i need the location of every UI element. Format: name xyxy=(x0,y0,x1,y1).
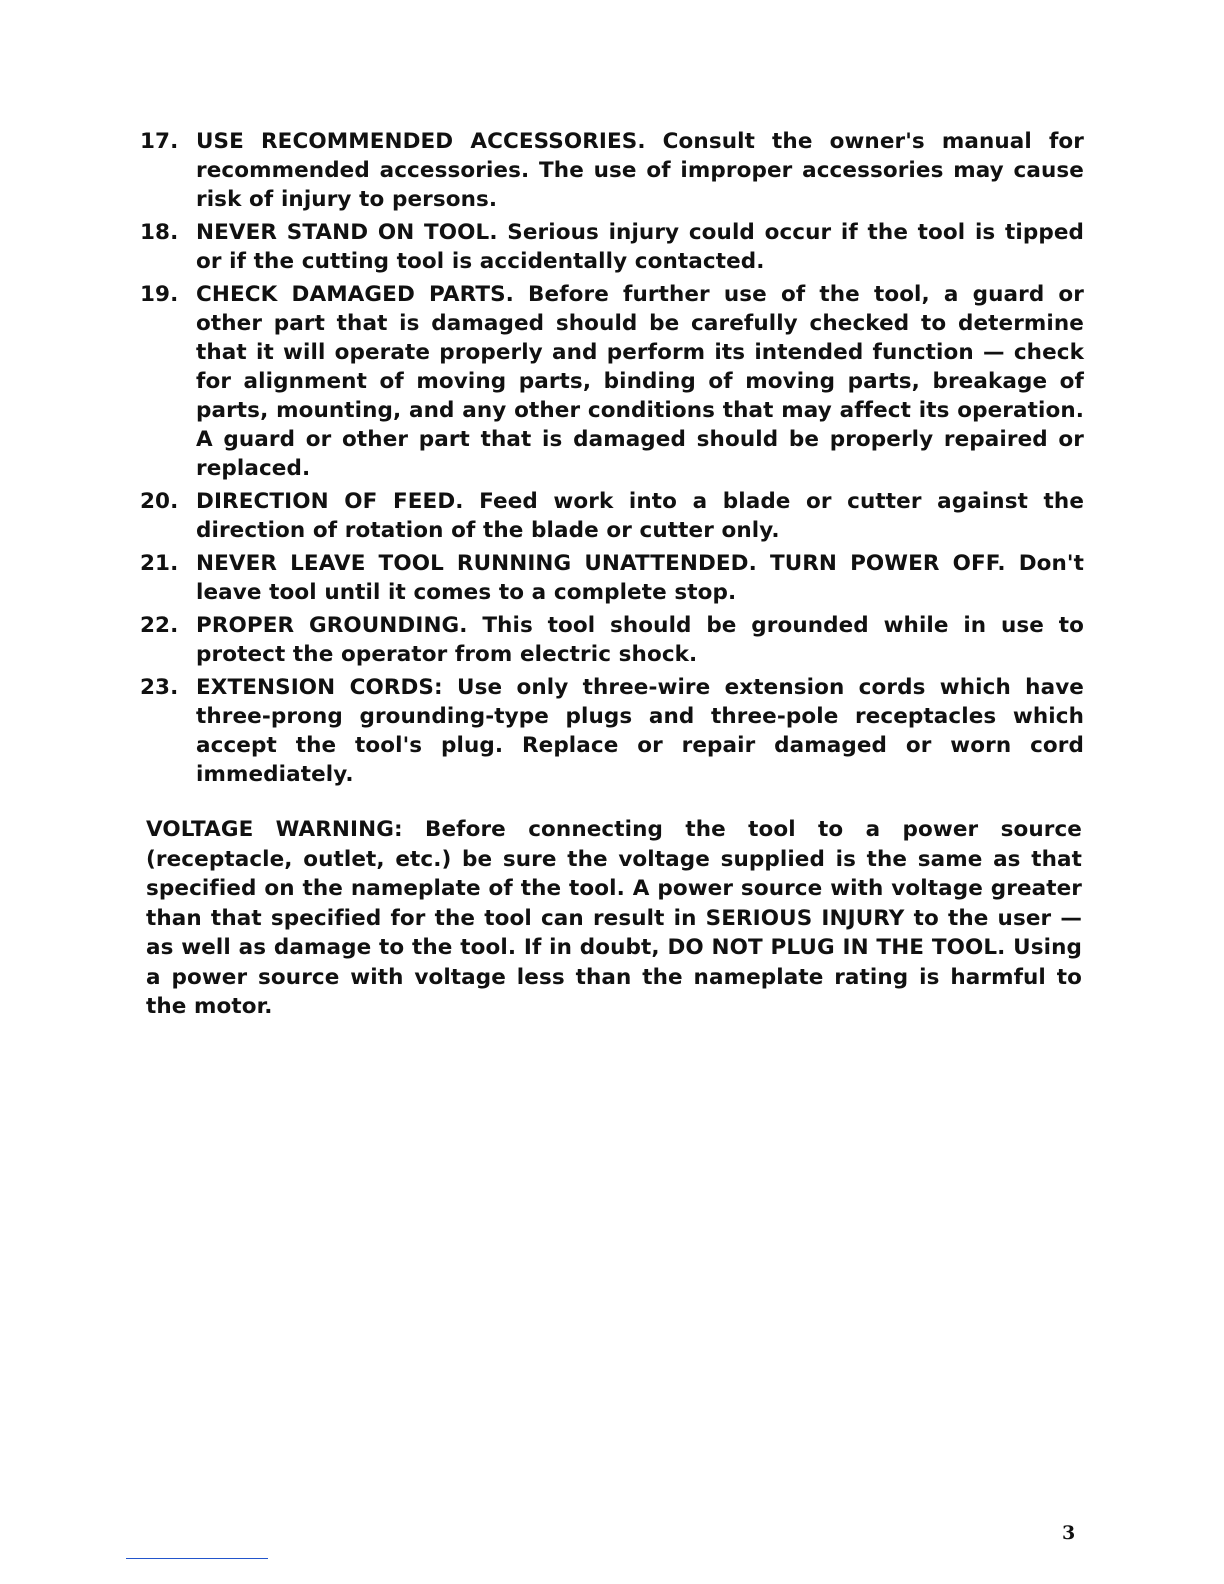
safety-item-23 xyxy=(140,673,1084,789)
item-text: NEVER LEAVE TOOL RUNNING UNATTENDED. TURN POWER OFF. Don't leave tool until it comes to a complete stop. xyxy=(196,551,1084,605)
item-text: CHECK DAMAGED PARTS. Before further use of the tool, a guard or other part that is damaged should be carefully checked to determine that it will operate properly and perform its intended function — check for alignment of moving parts, binding of moving parts, breakage of parts, mounting, and any other conditions that may affect its operation. A guard or other part that is damaged should be properly repaired or replaced. xyxy=(196,282,1084,481)
item-number: 20. xyxy=(140,489,179,514)
item-number: 18. xyxy=(140,220,179,245)
item-text: PROPER GROUNDING. This tool should be grounded while in use to protect the operator from electric shock. xyxy=(196,613,1084,667)
voltage-warning-paragraph: VOLTAGE WARNING: Before connecting the tool to a power source (receptacle, outlet, etc.) be sure the voltage supplied is the same as that specified on the nameplate of the tool. A power source with voltage greater than that specified for the tool can result in SERIOUS INJURY to the user — as well as damage to the tool. If in doubt, DO NOT PLUG IN THE TOOL. Using a power source with voltage less than the nameplate rating is harmful to the motor. xyxy=(146,817,1082,1019)
item-text: USE RECOMMENDED ACCESSORIES. Consult the owner's manual for recommended accessories. The use of improper accessories may cause risk of injury to persons. xyxy=(196,129,1084,212)
item-number: 17. xyxy=(140,129,179,154)
safety-item-20 xyxy=(140,487,1084,545)
footer-divider xyxy=(126,1558,268,1559)
item-text: DIRECTION OF FEED. Feed work into a blade or cutter against the direction of rotation of the blade or cutter only. xyxy=(196,489,1084,543)
item-number: 22. xyxy=(140,613,179,638)
safety-item-22 xyxy=(140,611,1084,669)
safety-item-17 xyxy=(140,127,1084,214)
item-number: 21. xyxy=(140,551,179,576)
safety-item-18 xyxy=(140,218,1084,276)
page-number: 3 xyxy=(1062,1522,1076,1544)
item-number: 19. xyxy=(140,282,179,307)
safety-rules-list xyxy=(140,127,1084,793)
item-number: 23. xyxy=(140,675,179,700)
safety-item-19 xyxy=(140,280,1084,483)
item-text: EXTENSION CORDS: Use only three-wire extension cords which have three-prong grounding-type plugs and three-pole receptacles which accept the tool's plug. Replace or repair damaged or worn cord immediately. xyxy=(196,675,1084,787)
safety-item-21 xyxy=(140,549,1084,607)
item-text: NEVER STAND ON TOOL. Serious injury could occur if the tool is tipped or if the cutting tool is accidentally contacted. xyxy=(196,220,1084,274)
